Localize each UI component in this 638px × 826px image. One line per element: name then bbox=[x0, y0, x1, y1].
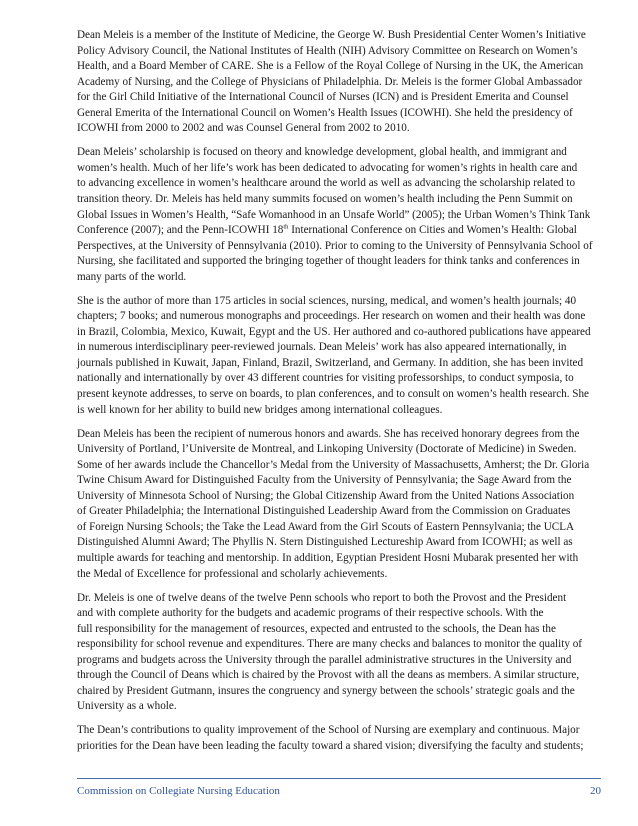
text-line: through the Council of Deans which is chaired by the Provost with all the deans as members. A similar structure, bbox=[77, 669, 580, 682]
paragraph-publications bbox=[77, 294, 601, 418]
text-fragment: International Conference on Cities and Women’s Health: Global bbox=[288, 224, 577, 237]
text-line: present keynote addresses, to serve on boards, to plan conferences, and to consult on women’s health research. She bbox=[77, 388, 590, 401]
text-line: of Greater Philadelphia; the International Distinguished Leadership Award from the Commission on Graduates bbox=[77, 505, 571, 518]
ordinal-superscript: th bbox=[283, 223, 289, 231]
text-line: Dean Meleis has been the recipient of numerous honors and awards. She has received honorary degrees from the bbox=[77, 427, 580, 440]
paragraph-scholarship bbox=[77, 145, 601, 285]
text-line: Dean Meleis is a member of the Institute of Medicine, the George W. Bush Presidential Center Women’s Initiative bbox=[77, 29, 586, 41]
text-line: Twine Chisum Award for Distinguished Faculty from the University of Pennsylvania; the Sage Award from the bbox=[77, 474, 572, 487]
text-line: many parts of the world. bbox=[77, 270, 187, 283]
text-line: Some of her awards include the Chancellor’s Medal from the University of Massachusetts, Amherst; the Dr. Gloria bbox=[77, 458, 590, 471]
text-line: University of Minnesota School of Nursing; the Global Citizenship Award from the United Nations Association bbox=[77, 489, 575, 502]
text-line: and with complete authority for the budgets and academic programs of their respective schools. With the bbox=[77, 607, 544, 620]
footer-title: Commission on Collegiate Nursing Education bbox=[77, 785, 280, 797]
text-line: in Brazil, Colombia, Mexico, Kuwait, Egypt and the US. Her authored and co-authored publications have appeared bbox=[77, 325, 591, 338]
text-fragment: Conference (2007); and the Penn-ICOWHI 18 bbox=[77, 224, 284, 237]
text-line: responsibility for school revenue and expenditures. There are many checks and balances to monitor the quality of bbox=[77, 638, 582, 651]
text-line: to advancing excellence in women’s healthcare around the world as well as advancing the scholarship related to bbox=[77, 177, 576, 190]
text-line: Dr. Meleis is one of twelve deans of the twelve Penn schools who report to both the Provost and the President bbox=[77, 591, 567, 604]
text-line: Distinguished Alumni Award; The Phyllis N. Stern Distinguished Lectureship Award from ICOWHI; as well as bbox=[77, 536, 573, 549]
text-line: University of Portland, l’Universite de Montreal, and Linkoping University (Doctorate of Medicine) in Sweden. bbox=[77, 443, 577, 456]
text-line: Nursing, she facilitated and supported the bringing together of thought leaders for think tanks and conferences in bbox=[77, 255, 580, 268]
text-line: University as a whole. bbox=[77, 700, 177, 713]
text-line: journals published in Kuwait, Japan, Finland, Brazil, Switzerland, and Germany. In addition, she has been invited bbox=[77, 356, 584, 369]
text-line: Health, and a Board Member of CARE. She is a Fellow of the Royal College of Nursing in the UK, the American bbox=[77, 60, 584, 73]
text-line: transition theory. Dr. Meleis has held many summits focused on women’s health including the Penn Summit on bbox=[77, 192, 573, 205]
text-line: The Dean’s contributions to quality improvement of the School of Nursing are exemplary and continuous. Major bbox=[77, 724, 580, 737]
text-line: Policy Advisory Council, the National Institutes of Health (NIH) Advisory Committee on Research on Women’s bbox=[77, 44, 578, 57]
text-line: multiple awards for teaching and mentorship. In addition, Egyptian President Hosni Mubarak presented her with bbox=[77, 552, 579, 564]
text-line-superscript bbox=[77, 223, 601, 239]
paragraph-membership bbox=[77, 28, 601, 137]
text-line: the Medal of Excellence for professional and scholarly achievements. bbox=[77, 567, 388, 580]
text-line: Perspectives, at the University of Pennsylvania (2010). Prior to coming to the University of Pennsylvania School of bbox=[77, 239, 593, 252]
text-line: in numerous interdisciplinary peer-reviewed journals. Dean Meleis’ work has also appeared internationally, in bbox=[77, 341, 567, 354]
text-line: of Foreign Nursing Schools; the Take the Lead Award from the Girl Scouts of Eastern Pennsylvania; the UCLA bbox=[77, 520, 575, 533]
text-line: nationally and internationally by over 43 different countries for visiting professorships, to conduct symposia, to bbox=[77, 372, 574, 385]
text-line: is well known for her ability to build new bridges among international colleagues. bbox=[77, 403, 443, 416]
text-line: Academy of Nursing, and the College of Physicians of Philadelphia. Dr. Meleis is the former Global Ambassador bbox=[77, 75, 583, 88]
text-line: Dean Meleis’ scholarship is focused on theory and knowledge development, global health, and immigrant and bbox=[77, 146, 567, 159]
text-line: Global Issues in Women’s Health, “Safe Womanhood in an Unsafe World” (2005); the Urban Women’s Think Tank bbox=[77, 208, 591, 221]
paragraph-contributions bbox=[77, 723, 601, 754]
text-line: programs and budgets across the University through the parallel administrative structures in the University and bbox=[77, 653, 572, 666]
text-line: She is the author of more than 175 articles in social sciences, nursing, medical, and women’s health journals; 40 bbox=[77, 294, 577, 307]
body-text bbox=[77, 28, 601, 755]
paragraph-awards bbox=[77, 427, 601, 582]
paragraph-governance bbox=[77, 591, 601, 715]
text-line: chapters; 7 books; and numerous monographs and proceedings. Her research on women and their health was done bbox=[77, 310, 586, 323]
text-line: for the Girl Child Initiative of the International Council of Nurses (ICN) and is President Emerita and Counsel bbox=[77, 91, 569, 104]
text-line: full responsibility for the management of resources, expected and entrusted to the schools, the Dean has the bbox=[77, 622, 556, 635]
text-line: General Emerita of the International Council on Women’s Health Issues (ICOWHI). She held the presidency of bbox=[77, 106, 573, 119]
text-line: chaired by President Gutmann, insures the congruency and synergy between the schools’ strategic goals and the bbox=[77, 684, 575, 697]
text-line: ICOWHI from 2000 to 2002 and was Counsel General from 2002 to 2010. bbox=[77, 122, 410, 135]
page-number: 20 bbox=[590, 785, 601, 797]
text-line: priorities for the Dean have been leading the faculty toward a shared vision; diversifying the faculty and students; bbox=[77, 740, 584, 753]
text-line: women’s health. Much of her life’s work has been dedicated to advocating for women’s rights in health care and bbox=[77, 161, 578, 174]
page-footer bbox=[77, 778, 601, 797]
